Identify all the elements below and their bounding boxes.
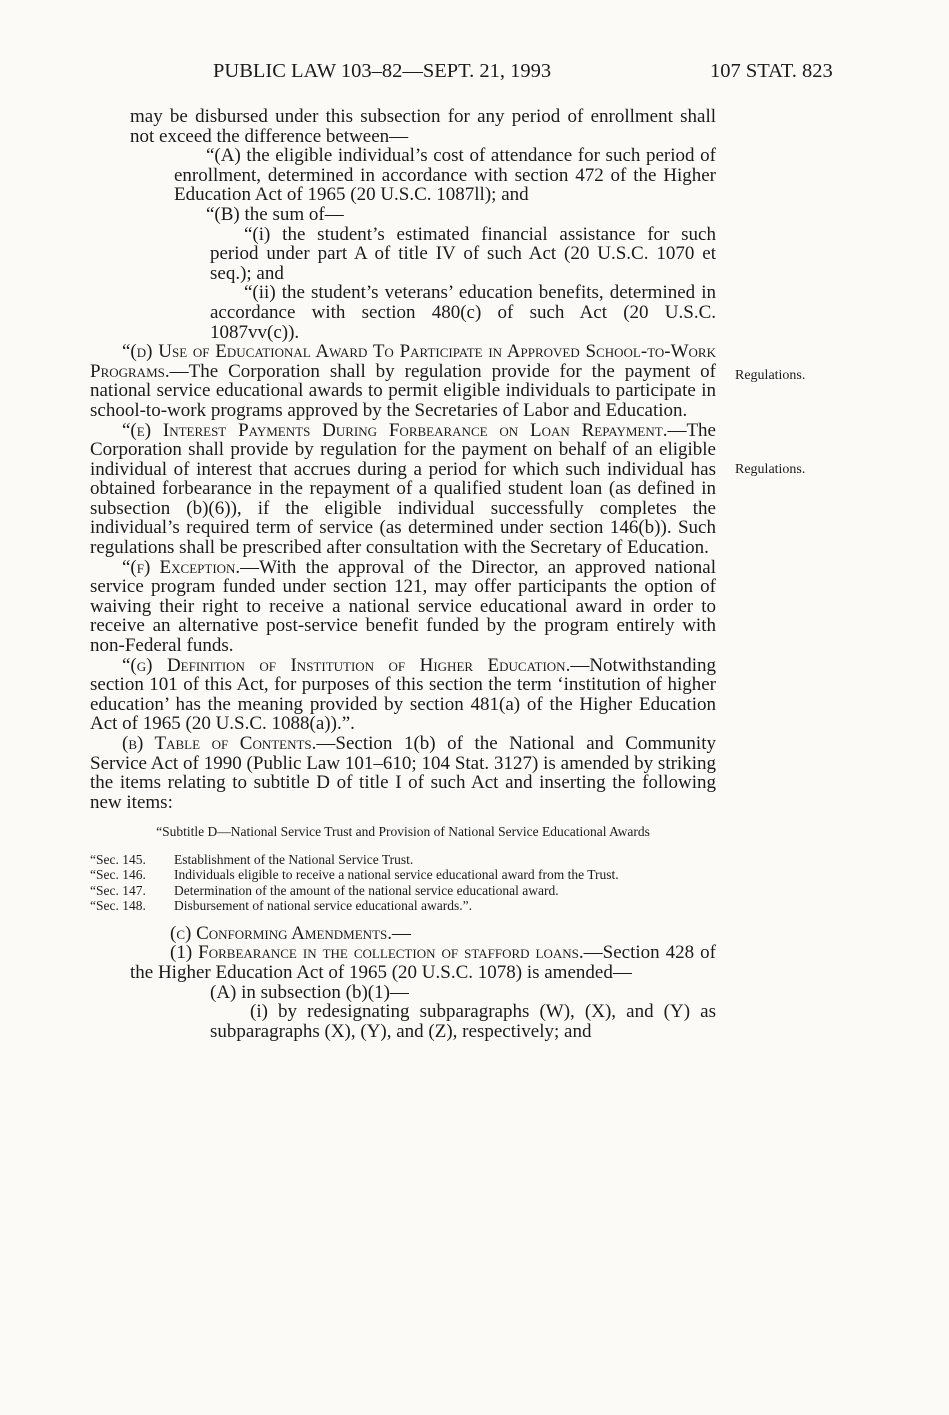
toc-sec-title: Determination of the amount of the national service educational award. [174,882,559,898]
subsection-f-text: —With the approval of the Director, an approved national service program funded under section 121, may offer participants the option of waiving their right to receive a national service educational award in order to receive an alternative post-service benefit funded by the program entirely with non-Federal funds. [90,556,716,657]
clause-b: “(B) the sum of— [206,203,344,225]
subsection-e [90,421,716,558]
paragraph-c1 [90,943,716,982]
toc-sec-title: Establishment of the National Service Trust. [174,851,414,867]
table-of-contents-insert [90,824,716,914]
toc-item [90,867,716,883]
toc-item [90,898,716,914]
subsection-e-text: —The Corporation shall provide by regulation for the payment on behalf of an eligible individual of interest that accrues during a period for which such individual has obtained forbearance in the repayment of a qualified student loan (as defined in subsection (b)(6)), if the eligible individual successfully completes the individual’s required term of service (as determined under section 146(b)). Such regulations shall be prescribed after consultation with the Secretary of Education. [90,419,716,559]
subsection-g-heading: “(g) Definition of Institution of Higher Education. [122,654,571,676]
toc-sec-number: “Sec. 148. [90,898,146,914]
subsection-d [90,342,716,420]
subsection-b-table-of-contents [90,734,716,812]
toc-sec-number: “Sec. 147. [90,882,146,898]
paragraph-continuation: may be disbursed under this subsection for any period of enrollment shall not exceed the difference between— [130,106,716,147]
subsection-f-heading: “(f) Exception. [122,556,241,578]
subsection-d-heading: “(d) Use of Educational Award To Participate in Approved School-to-Work Programs. [90,341,716,382]
toc-sec-title: Individuals eligible to receive a national service educational award from the Trust. [174,867,619,883]
toc-sec-title: Disbursement of national service educational awards.”. [174,898,473,914]
running-header-title: PUBLIC LAW 103–82—SEPT. 21, 1993 [213,60,552,82]
subsection-d-text: —The Corporation shall by regulation provide for the payment of national service educational awards to permit eligible individuals to participate in school-to-work programs approved by the Secretaries of Labor and Education. [90,360,716,421]
document-body [90,107,716,1041]
subsection-c-heading: (c) Conforming Amendments. [170,922,392,944]
subsection-b-text: —Section 1(b) of the National and Community Service Act of 1990 (Public Law 101–610; 104 Stat. 3127) is amended by striking the items relating to subtitle D of title I of such Act and inserting the following new items: [90,733,716,813]
paragraph-c1-heading: (1) Forbearance in the collection of stafford loans. [170,942,584,964]
toc-item [90,883,716,899]
subsection-c-dash: — [392,922,411,944]
paragraph-c1-text: —Section 428 of the Higher Education Act of 1965 (20 U.S.C. 1078) is amended— [130,942,716,984]
page-number: 107 STAT. 823 [710,60,833,82]
margin-note-regulations-e: Regulations. [735,462,806,477]
toc-sec-number: “Sec. 145. [90,851,146,867]
toc-list [90,852,716,914]
subparagraph-c1-a: (A) in subsection (b)(1)— [210,981,409,1003]
clause-a: “(A) the eligible individual’s cost of attendance for such period of enrollment, determined in accordance with section 472 of the Higher Education Act of 1965 (20 U.S.C. 1087ll); and [174,145,716,206]
subsection-g [90,656,716,734]
toc-sec-number: “Sec. 146. [90,867,146,883]
clause-c1-a-i: (i) by redesignating subparagraphs (W), (X), and (Y) as subparagraphs (X), (Y), and (Z), respectively; and [210,1001,716,1042]
subsection-f [90,558,716,656]
margin-note-regulations-d: Regulations. [735,368,806,383]
subsection-g-text: —Notwithstanding section 101 of this Act, for purposes of this section the term ‘institution of higher education’ has the meaning provided by section 481(a) of the Higher Education Act of 1965 (20 U.S.C. 1088(a)).”. [90,654,716,735]
subsection-e-heading: “(e) Interest Payments During Forbearance on Loan Repayment. [122,419,668,441]
toc-item [90,852,716,868]
clause-b-i: “(i) the student’s estimated financial assistance for such period under part A of title IV of such Act (20 U.S.C. 1070 et seq.); and [210,223,716,284]
clause-b-ii: “(ii) the student’s veterans’ education benefits, determined in accordance with section 480(c) of such Act (20 U.S.C. 1087vv(c)). [210,282,716,343]
subsection-b-heading: (b) Table of Contents. [122,733,317,754]
subsection-c [90,924,716,944]
toc-subtitle: “Subtitle D—National Service Trust and Provision of National Service Educational Awards [156,824,650,840]
